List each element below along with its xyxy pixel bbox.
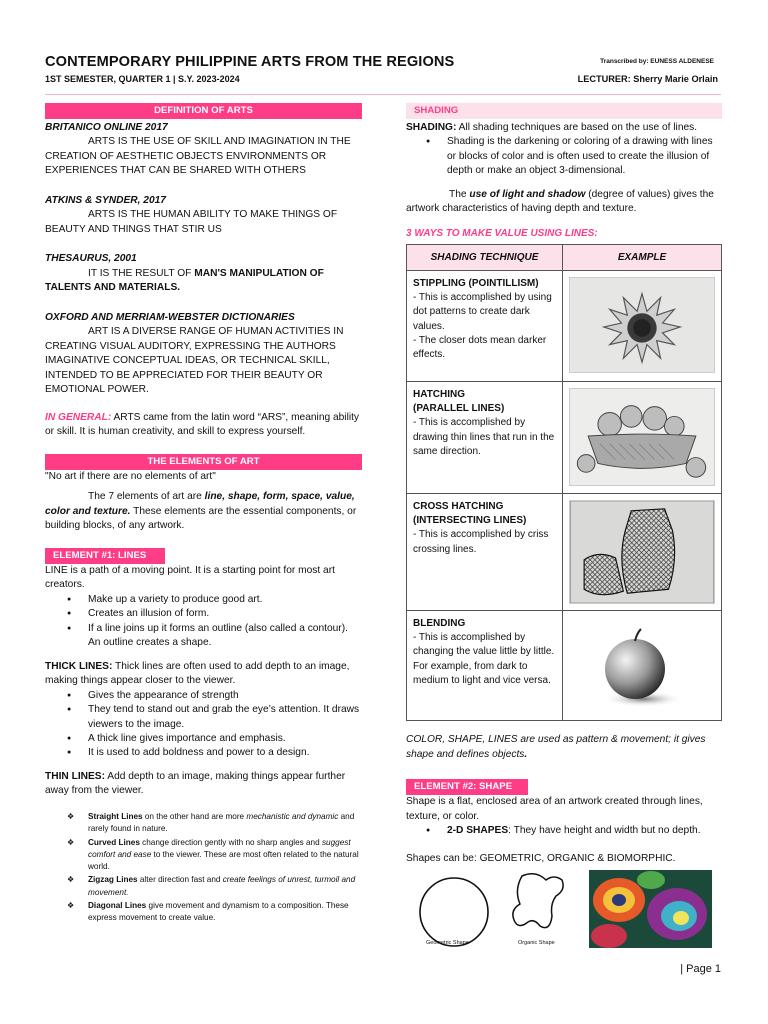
stippling-sunflower-image	[569, 277, 715, 373]
list-item: ● It is used to add boldness and power to a design.	[67, 746, 362, 760]
light-shadow-emphasis: use of light and shadow	[469, 188, 586, 200]
technique-name: BLENDING	[413, 618, 466, 630]
list-item: ● 2-D SHAPES: They have height and width but no depth.	[426, 824, 722, 838]
line-type-diagonal: ❖ Diagonal Lines give movement and dynamism to a composition. These express movement to create value.	[67, 900, 362, 925]
shape-kinds: Shapes can be: GEOMETRIC, ORGANIC & BIOMORPHIC.	[406, 852, 676, 864]
blending-apple-image	[569, 617, 715, 713]
shading-definition	[406, 121, 722, 135]
technique-desc: - This is accomplished by criss crossing lines.	[413, 529, 549, 555]
technique-desc: - This is accomplished by drawing thin lines that run in the same direction.	[413, 417, 555, 457]
elements-quote: "No art if there are no elements of art"	[45, 470, 216, 482]
crosshatching-pitcher-image	[569, 500, 715, 604]
light-shadow-paragraph: The use of light and shadow (degree of values) gives the artwork characteristics of having depth and texture.	[406, 188, 714, 215]
thesaurus-bold: MAN'S MANIPULATION OF TALENTS AND MATERIALS.	[45, 267, 324, 294]
left-column	[45, 103, 362, 926]
line-bullets	[67, 593, 362, 651]
shading-def-text: All shading techniques are based on the use of lines.	[456, 122, 698, 133]
technique-desc: - This is accomplished by using dot patterns to create dark values. - The closer dots mean darker effects.	[413, 292, 552, 361]
header-divider	[45, 94, 721, 95]
list-item: ● Creates an illusion of form.	[67, 607, 362, 621]
source-oxford: OXFORD AND MERRIAM-WEBSTER DICTIONARIES	[45, 311, 295, 323]
shape-banner: ELEMENT #2: SHAPE	[406, 779, 528, 795]
thick-lines-text: Thick lines are often used to add depth to an image, making things appear closer to the viewer.	[45, 660, 350, 687]
geometric-caption: Geometric Shape	[426, 940, 469, 946]
shading-table	[406, 244, 722, 721]
thick-lines-bullets	[67, 689, 362, 761]
thick-lines-paragraph	[45, 660, 362, 689]
transcriber-line: Transcribed by: EUNESS ALDENESE	[600, 58, 714, 65]
table-header-technique: SHADING TECHNIQUE	[407, 245, 563, 271]
color-shape-note: COLOR, SHAPE, LINES are used as pattern & movement; it gives shape and defines objects.	[406, 734, 706, 760]
list-item: ● Gives the appearance of strength	[67, 689, 362, 703]
table-row	[407, 611, 722, 721]
hatching-fruit-bowl-image	[569, 388, 715, 486]
definition-banner: DEFINITION OF ARTS	[45, 103, 362, 119]
elements-intro-post: These elements are the essential components, or building blocks, of any artwork.	[45, 505, 357, 532]
line-definition: LINE is a path of a moving point. It is a starting point for most art creators.	[45, 564, 335, 591]
list-item: ● They tend to stand out and grab the eye’s attention. It draws viewers to the image.	[67, 703, 362, 732]
table-row	[407, 494, 722, 611]
lines-banner: ELEMENT #1: LINES	[45, 548, 165, 564]
line-type-zigzag: ❖ Zigzag Lines alter direction fast and create feelings of unrest, turmoil and movement.	[67, 874, 362, 899]
thin-lines-paragraph	[45, 770, 362, 799]
list-item: ● A thick line gives importance and emphasis.	[67, 732, 362, 746]
shading-label: SHADING:	[406, 122, 457, 133]
source-atkins: ATKINS & SYNDER, 2017	[45, 194, 166, 206]
in-general-label: IN GENERAL:	[45, 411, 112, 423]
britanico-text: ARTS IS THE USE OF SKILL AND IMAGINATION IN THE CREATION OF AESTHETIC OBJECTS ENVIRONMENTS OR EXPERIENCES THAT CAN BE SHARED WITH OTHERS	[45, 136, 351, 177]
organic-shape-image	[506, 870, 568, 936]
organic-caption: Organic Shape	[518, 940, 555, 946]
technique-desc: - This is accomplished by changing the value little by little. For example, from dark to medium to light and vice versa.	[413, 632, 555, 686]
table-row	[407, 382, 722, 494]
list-item: ● Shading is the darkening or coloring of a drawing with lines or blocks of color and is often used to create the illusion of depth or make an object 3-dimensional.	[426, 135, 722, 178]
line-type-curved: ❖ Curved Lines change direction gently with no sharp angles and suggest comfort and ease to the viewer. These are most often related to the natural world.	[67, 837, 362, 874]
elements-intro-pre: The 7 elements of art are	[88, 491, 205, 503]
shape-definition: Shape is a flat, enclosed area of an artwork created through lines, texture, or color.	[406, 796, 703, 822]
elements-banner: THE ELEMENTS OF ART	[45, 454, 362, 470]
semester-line: 1ST SEMESTER, QUARTER 1 | S.Y. 2023-2024	[45, 74, 240, 84]
thin-lines-text: Add depth to an image, making things appear further away from the viewer.	[45, 770, 346, 797]
shading-bullets	[426, 135, 722, 178]
thesaurus-text	[45, 267, 362, 296]
shading-banner: SHADING	[406, 103, 722, 119]
table-row	[407, 271, 722, 382]
oxford-text: ART IS A DIVERSE RANGE OF HUMAN ACTIVITIES IN CREATING VISUAL AUDITORY, EXPRESSING THE AUTHORS IMAGINATIVE CONCEPTUAL IDEAS, OR TECHNICAL SKILL, INTENDED TO BE APPRECIATED FOR THEIR BEAUTY OR EMOTIONAL POWER.	[45, 326, 344, 396]
biomorphic-painting-image	[589, 870, 712, 948]
page-number: | Page 1	[680, 963, 721, 975]
source-thesaurus: THESAURUS, 2001	[45, 253, 137, 265]
list-item: ● Make up a variety to produce good art.	[67, 593, 362, 607]
right-column	[406, 103, 722, 956]
elements-list: line, shape, form, space, value, color and texture.	[45, 491, 355, 517]
thick-lines-label: THICK LINES:	[45, 660, 113, 672]
in-general-paragraph	[45, 411, 362, 440]
shape-bullets	[426, 824, 722, 838]
elements-intro	[45, 490, 362, 533]
document-title: CONTEMPORARY PHILIPPINE ARTS FROM THE REGIONS	[45, 54, 455, 70]
thesaurus-pre: IT IS THE RESULT OF	[88, 267, 195, 279]
source-britanico: BRITANICO ONLINE 2017	[45, 122, 168, 133]
technique-name: STIPPLING (POINTILLISM)	[413, 278, 539, 290]
lecturer-line: LECTURER: Sherry Marie Orlain	[577, 74, 718, 84]
technique-name: CROSS HATCHING (INTERSECTING LINES)	[413, 501, 527, 527]
atkins-text: ARTS IS THE HUMAN ABILITY TO MAKE THINGS OF BEAUTY AND THINGS THAT STIR US	[45, 209, 338, 235]
line-types-list	[67, 811, 362, 925]
line-type-straight: ❖ Straight Lines on the other hand are more mechanistic and dynamic and rarely found in nature.	[67, 811, 362, 836]
in-general-text: ARTS came from the latin word “ARS”, meaning ability or skill. It is human creativity, and skill to express yourself.	[45, 411, 360, 438]
ways-title: 3 WAYS TO MAKE VALUE USING LINES:	[406, 227, 598, 239]
list-item: ● If a line joins up it forms an outline (also called a contour). An outline creates a shape.	[67, 622, 362, 651]
shape-examples	[406, 870, 722, 956]
technique-name: HATCHING (PARALLEL LINES)	[413, 389, 505, 415]
table-header-example: EXAMPLE	[563, 245, 722, 271]
thin-lines-label: THIN LINES:	[45, 770, 105, 782]
